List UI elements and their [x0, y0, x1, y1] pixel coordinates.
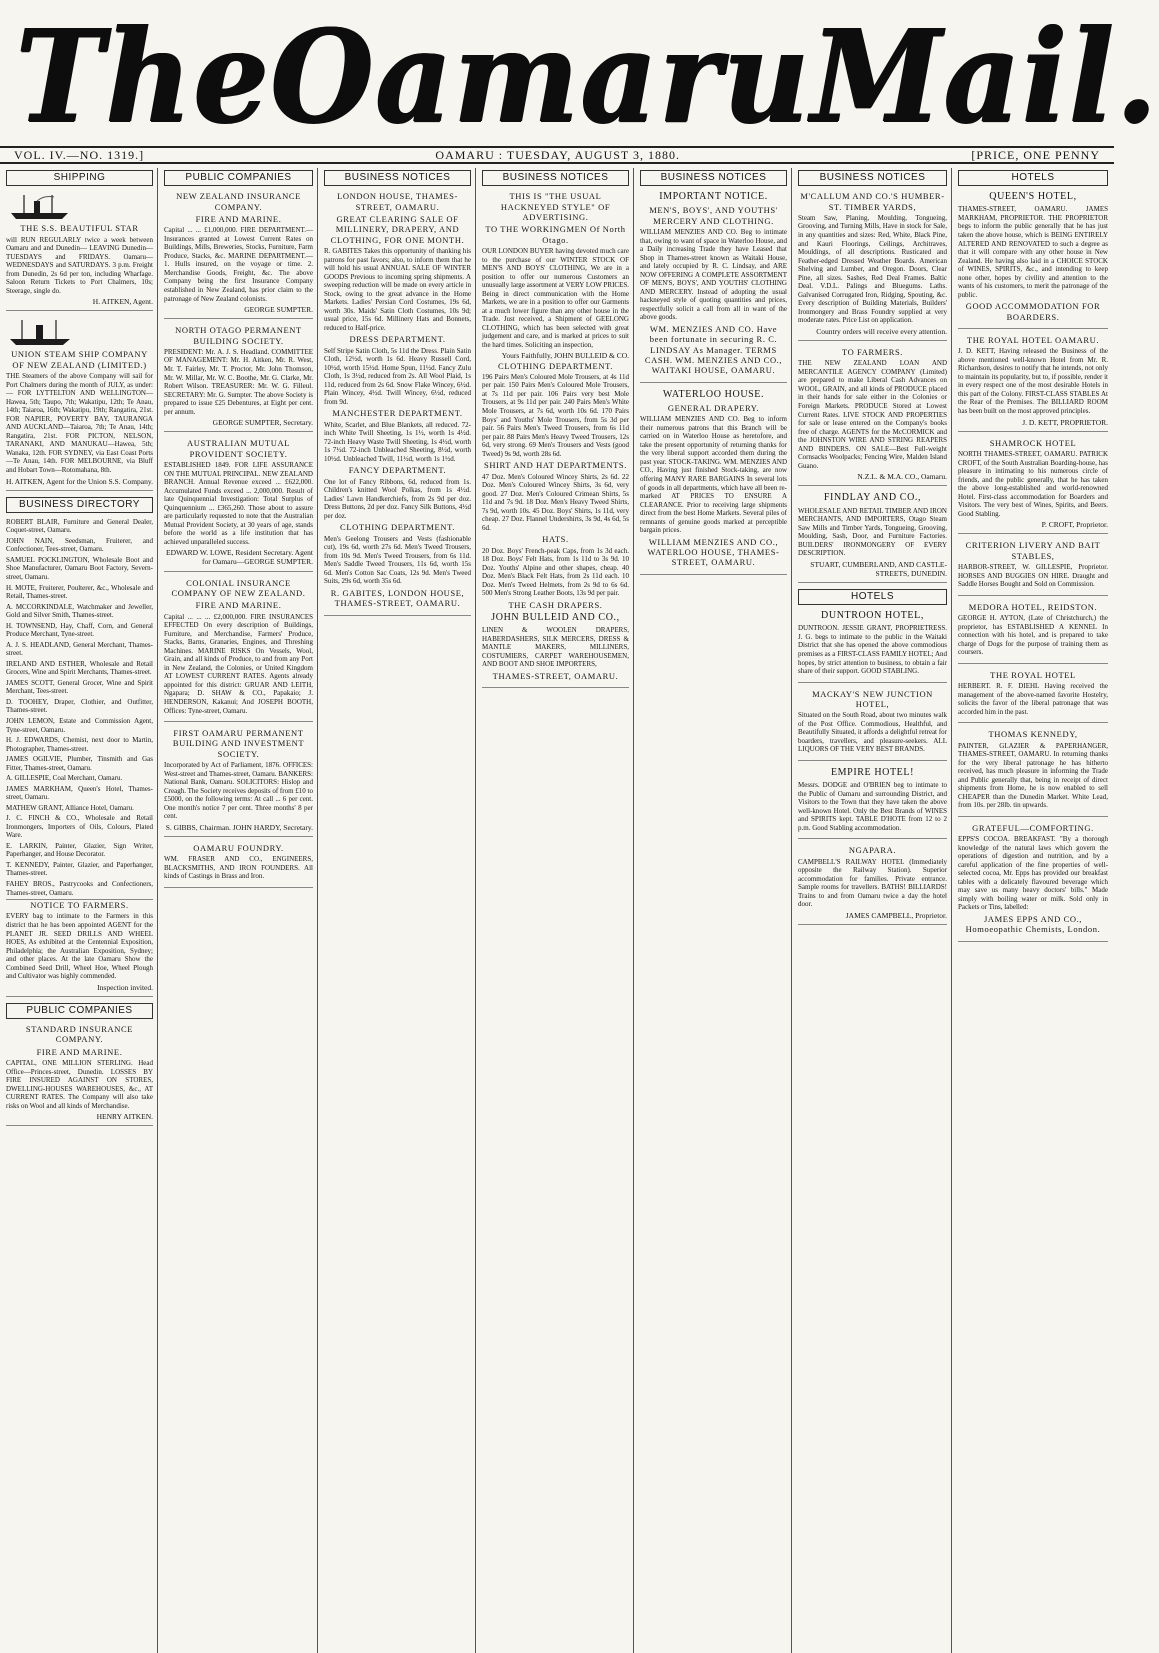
ad-body: Messrs. DODGE and O'BRIEN beg to intimate to the Public of Oamaru and surrounding District, and Visitors to the Town that they have taken the above well-known Hotel. Only the Best Brands of WINES and SPIRITS kept. TABLE D'HOTE from 12 to 2 p.m. Good Stabling accommodation. [798, 781, 947, 832]
ad-signature: P. CROFT, Proprietor. [1041, 520, 1108, 530]
ad-body: R. GABITES Takes this opportunity of thanking his patrons for past favors; also, to inform them that he will hold his usual ANNUAL SALE OF WINTER GOODS Previous to incoming spring shipments. A sweeping reduction will be made on every article in Stock, owing to the great advance in the Home Markets. Ladies' Persian Cord Costumes, 19s 6d, worth 30s. Maids' Satin Cloth Costumes, 10s 9d; usual price, 15s 6d. Millinery Hats and Bonnets, reduced to Half-price. [324, 246, 471, 332]
ad-heading: SHAMROCK HOTEL [989, 437, 1077, 448]
department-body: White, Scarlet, and Blue Blankets, all reduced. 72-inch White Twill Sheeting, 1s 1½, worth 1s 4½d. 72-inch Heavy Waste Twill Sheeting, 1s 4½d, worth 1s 7½d. 72-inch Unbleached Sheeting, 8½d, worth 10½d. Unbleached Twill, 11½d, worth 1s 1½d. [324, 420, 471, 463]
ad-signature: GEORGE SUMPTER, Secretary. [212, 418, 313, 428]
ad-heading: THIS IS "THE USUAL HACKNEYED STYLE" OF ADVERTISING. [500, 191, 611, 222]
department-body: 20 Doz. Boys' French-peak Caps, from 1s 3d each. 18 Doz. Boys' Felt Hats, from 1s 11d to 3s 9d. 10 Doz. Youths' Alpine and other shapes, cheap. 40 Doz. Men's Black Felt Hats, from 2s 11d each. 10 Doz. Men's Tweed Helmets, from 2s 9d to 6s 6d. 500 Men's Strong Leather Boots, 13s 9d per pair. [482, 546, 629, 598]
column-3 [324, 168, 476, 1653]
ad-shamrock-hotel [958, 438, 1108, 535]
ad-subheading: FIRE AND MARINE. [36, 1046, 123, 1057]
ad-body: HERBERT. R. F. DIEHL Having received the management of the above-named favorite Hostelry, solicits the favor of the liberal patronage that was accorded him in the past. [958, 682, 1108, 716]
ad-to-farmers [798, 347, 947, 486]
price: [PRICE, ONE PENNY [971, 147, 1100, 162]
ad-heading: JOHN BULLEID AND CO., [491, 612, 620, 624]
list-item: A. MCCORKINDALE, Watchmaker and Jeweller, Gold and Silver Smith, Thames-street. [6, 602, 153, 620]
ad-body: WHOLESALE AND RETAIL TIMBER AND IRON MERCHANTS, AND IMPORTERS, Otago Steam Saw Mills and Timber Yards, Tongueing, Grooving, Moulding, Sash, Door, and Furniture Factories. BUILDERS' IRONMONGERY OF EVERY DESCRIPTION. [798, 506, 947, 558]
ad-heading: THE CASH DRAPERS. [508, 599, 603, 610]
ad-body: WM. FRASER AND CO., ENGINEERS, BLACKSMITHS, AND IRON FOUNDERS. All kinds of Castings in Brass and Iron. [164, 855, 313, 881]
ad-criterion-stables [958, 540, 1108, 595]
ad-subheading: FIRE AND MARINE. [195, 600, 282, 611]
ad-body: PRESIDENT: Mr. A. J. S. Headland. COMMITTEE OF MANAGEMENT: Mr. H. Aitken, Mr. R. West, Mr. T. Fairley, Mr. T. Proctor, Mr. John Thomson, Mr. W. Millar, Mr. W. C. Boothe, Mr. G. Clarke, Mr. Robert Wilson. TREASURER: Mr. W. G. Filleul. SECRETARY: Mr. G. Sumpter. The above Society is prepared to issue £25 Debentures, at Eight per cent. per annum. [164, 347, 313, 416]
ad-body: THE NEW ZEALAND LOAN AND MERCANTILE AGENCY COMPANY (Limited) are prepared to make Liberal Cash Advances on WOOL, GRAIN, and all kinds of PRODUCE placed in their hands for sale either in the Colonies or Foreign Markets. PRODUCE Stored at Lowest Current Rates. LIVE STOCK AND PROPERTIES for sale or lease entered on the Company's books free of charge. AGENTS for the McCORMICK and the JOHNSTON WIRE AND STRING REAPERS AND BINDERS. ON SALE—Best Full-weight Cornsacks Woolpacks; Fencing Wire, Malden Island Guano. [798, 359, 947, 470]
ad-heading: MACKAY'S NEW JUNCTION HOTEL, [812, 688, 933, 709]
column-2 [164, 168, 318, 1653]
ad-subheading: FIRE AND MARINE. [195, 213, 282, 224]
ad-body: ESTABLISHED 1849. FOR LIFE ASSURANCE ON THE MUTUAL PRINCIPAL. NEW ZEALAND BRANCH. Annual Revenue exceed ... £622,000. Accumulated Funds exceed ... 2,000,000. Result of late Quinquennial Investigation: Total Surplus of Quinquennium ... £365,260. Those about to assure are particularly requested to note that the Australian Mutual Provident Society, at 30 years of age, stands before the world as a life institution that has achieved unparalleled success. [164, 461, 313, 546]
section-title-business-notices: BUSINESS NOTICES [482, 170, 629, 186]
ad-heading: NORTH OTAGO PERMANENT BUILDING SOCIETY. [175, 325, 302, 346]
ad-body: THE Steamers of the above Company will sail for Port Chalmers during the month of JULY, as under:— FOR LYTTELTON AND WELLINGTON—Hawea, 5th; Taupo, 7th; Wakatipu, 12th; Te Anau, 14th; Taiaroa, 16th; Wakatipu, 19th; Rangatira, 21st. FOR NAPIER, POVERTY BAY, TAURANGA AND AUCKLAND—Taiaroa, 7th; Te Anau, 14th; Rangatira, 21st. FOR PICTON, NELSON, TARANAKI, AND MANUKAU—Hawea, 5th; Wanaka, 12th. FOR SYDNEY, via East Coast Ports—Te Anau, 14th. FOR MELBOURNE, via Bluff and Hobart Town—Rotomahana, 8th. [6, 372, 153, 474]
ad-london-house [324, 191, 471, 615]
section-title-business-notices: BUSINESS NOTICES [798, 170, 947, 186]
department-body: 47 Doz. Men's Coloured Wincey Shirts, 2s 6d. 22 Doz. Men's Coloured Wincey Shirts, 3s 6d, very good. 27 Doz. Men's Coloured Crimean Shirts, 5s 11d and 7s 9d. 18 Doz. Men's Heavy Tweed Shirts, 7s 9d, worth 10s. 45 Doz. Boys' Shirts, 1s 11d, very cheap. 27 Doz. Flannel Undershirts, 3s 9d, 4s 6d, 5s 6d. [482, 472, 629, 532]
ad-findlay [798, 492, 947, 583]
ad-empire-hotel [798, 767, 947, 839]
list-item: JAMES OGILVIE, Plumber, Tinsmith and Gas Fitter, Thames-street, Oamaru. [6, 755, 153, 772]
steamship-icon [6, 317, 76, 347]
ad-heading: THE ROYAL HOTEL [990, 669, 1076, 680]
list-item: ROBERT BLAIR, Furniture and General Dealer, Coquet-street, Oamaru. [6, 517, 153, 535]
ad-body: Steam Saw, Planing, Moulding, Tongueing, Grooving, and Turning Mills, Have in stock for Sale, in any quantities and sizes: Red, White, Black Pine, and Kauri Floorings, Ceilings, Architraves, Mouldings, of all descriptions. Rusticated and Feather-edged Dressed Weather Boards. American Shelving and Lumber, and Oregon. Doors, Clear Pine, all sizes. Sashes, Red Deal Frames. Baltic Deal. V.D.L. Palings and Bluegums. Laths. Galvanised Corrugated Iron, Ridging, Spouting, &c. Every description of Building Materials, Builders' Ironmongery and Brass Foundry supplied at very moderate rates. Price List on application. [798, 213, 947, 325]
column-5 [640, 168, 792, 1653]
ad-heading: QUEEN'S HOTEL, [989, 191, 1077, 203]
section-title-hotels: HOTELS [958, 170, 1108, 186]
ad-important-notice [640, 191, 787, 383]
ad-heading: EMPIRE HOTEL! [830, 766, 915, 778]
ad-signature: WM. MENZIES AND CO. Have been fortunate in securing R. C. LINDSAY As Manager. TERMS CASH. WM. MENZIES AND CO., WAITAKI HOUSE, OAMARU. [644, 323, 783, 376]
department-heading: CLOTHING DEPARTMENT. [340, 522, 455, 533]
department-heading: FANCY DEPARTMENT. [348, 465, 447, 476]
list-item: JOHN NAIN, Seedsman, Fruiterer, and Confectioner, Tees-street, Oamaru. [6, 536, 153, 554]
ad-signature: HENRY AITKEN. [96, 1112, 153, 1122]
department-body: Men's Geelong Trousers and Vests (fashionable cut), 19s 6d, worth 27s 6d. Men's Tweed Trousers, from 10s 9d. Men's Tweed Trousers, from 6s 11d. Men's Saddle Tweed Trousers, 11s 6d, worth 15s 6d. Men's Cotton Sac Coats, 12s 9d. Men's Tweed Suits, 29s 6d, worth 35s 6d. [324, 534, 471, 586]
ad-colonial-insurance [164, 578, 313, 722]
ad-heading: NGAPARA. [848, 845, 897, 856]
ad-amp-society [164, 438, 313, 571]
ad-signature: THAMES-STREET, OAMARU. [492, 671, 619, 681]
ad-signature: H. AITKEN, Agent for the Union S.S. Company. [6, 476, 154, 486]
ad-heading: THE ROYAL HOTEL OAMARU. [966, 334, 1100, 345]
list-item: A. J. S. HEADLAND, General Merchant, Thames-street. [6, 640, 153, 658]
ad-union-steam-ship [6, 317, 153, 490]
ad-duntroon-hotel [798, 610, 947, 682]
ad-body: LINEN & WOOLEN DRAPERS, HABERDASHERS, SILK MERCERS, DRESS & MANTLE MAKERS, MILLINERS, COSTUMIERS, CARPET WAREHOUSEMEN, AND BOOT AND SHOE IMPORTERS, [482, 626, 629, 669]
section-title-shipping: SHIPPING [6, 170, 153, 186]
ad-heading: THE S.S. BEAUTIFUL STAR [20, 223, 139, 234]
ad-body: CAMPBELL'S RAILWAY HOTEL (Immediately opposite the Railway Station). Superior accommodation for families. Private entrance. Sample rooms for travellers. BATHS! BILLIARDS! Trains to and from Oamaru twice a day the hotel door. [798, 857, 947, 909]
ad-body: Incorporated by Act of Parliament, 1876. OFFICES: West-street and Thames-street, Oamaru. BANKERS: National Bank, Oamaru. SOLICITORS: Hislop and Creagh. The Society receives deposits of from £10 to £5000, on the following terms: At call ... 6 per cent. One month's notice 7 per cent. Three months' 8 per cent. [164, 761, 313, 821]
ad-signature: Country orders will receive every attention. [816, 326, 947, 336]
ad-body: J. D. KETT, Having released the Business of the above mentioned well-known Hotel from Mr. R. Richardson, desires to notify that he intends, not only to maintain its popularity, but to, if possible, render it in every respect one of the most desirable Hotels in this part of the Colony. FIRST-CLASS STABLES At the Rear of the Premises. The BILLIARD ROOM has been built on the most approved principles. [958, 347, 1108, 416]
ad-medora-hotel [958, 602, 1108, 664]
ad-heading: WATERLOO HOUSE. [662, 388, 765, 400]
ad-body: DUNTROON. JESSIE GRANT, PROPRIETRESS. J. G. begs to intimate to the public in the Waitaki District that she has opened the above commodious premises as a FIRST-CLASS FAMILY HOTEL; And hopes, by strict attention to business, to obtain a fair share of their support. GOOD STABLING. [798, 624, 947, 676]
section-title-public-companies: PUBLIC COMPANIES [164, 170, 313, 186]
ad-body: GEORGE H. AYTON, (Late of Christchurch,) the proprietor, has ESTABLISHED A KENNEL In connection with his hotel, and is prepared to take charge of Dogs for the purpose of training them as coursers. [958, 614, 1108, 657]
ad-heading: FIRST OAMARU PERMANENT BUILDING AND INVESTMENT SOCIETY. [172, 728, 305, 759]
ad-heading: DUNTROON HOTEL, [821, 610, 924, 622]
column-1 [6, 168, 158, 1653]
ad-subheading: GENERAL DRAPERY. [667, 402, 760, 413]
ad-signature: EDWARD W. LOWE, Resident Secretary. Agent for Oamaru—GEORGE SUMPTER. [166, 548, 313, 567]
ad-heading: GRATEFUL—COMFORTING. [972, 822, 1094, 833]
list-item: D. TOOHEY, Draper, Clothier, and Outfitter, Thames-street. [6, 697, 153, 715]
ad-signature: J. D. KETT, PROPRIETOR. [1022, 417, 1108, 427]
ad-signature: GEORGE SUMPTER. [244, 305, 313, 315]
ad-heading: IMPORTANT NOTICE. [659, 191, 768, 203]
ad-signature: Yours Faithfully, JOHN BULLEID & CO. [501, 351, 629, 361]
ad-north-otago-building [164, 325, 313, 432]
column-4 [482, 168, 634, 1653]
ad-signature: R. GABITES, LONDON HOUSE, THAMES-STREET, OAMARU. [330, 587, 465, 609]
ad-epps-cocoa [958, 823, 1108, 942]
list-item: IRELAND AND ESTHER, Wholesale and Retail Grocers, Wine and Spirit Merchants, Thames-street. [6, 659, 153, 677]
ad-heading: NEW ZEALAND INSURANCE COMPANY. [176, 191, 301, 212]
section-title-hotels: HOTELS [798, 589, 947, 605]
ad-oamaru-foundry [164, 843, 313, 888]
ad-body: WILLIAM MENZIES AND CO. Beg to inform their numerous patrons that this Branch will be carried on in Waterloo House as heretofore, and take the present opportunity of returning thanks for the very liberal support accorded them during the past year. STOCK-TAKING. WM. MENZIES AND CO., Having just finished Stock-taking, are now offering MANY RARE BARGAINS In several lots of goods in all departments, which have all been re-marked AT PRICES TO ENSURE A CLEARANCE. Prior to receiving large shipments direct from the best Home Markets. Several piles of remnants of genuine goods marked at perceptible bargain prices. [640, 415, 787, 535]
issue-date: OAMARU : TUESDAY, AUGUST 3, 1880. [435, 147, 681, 162]
ad-signature: JAMES CAMPBELL, Proprietor. [845, 910, 947, 920]
department-heading: MANCHESTER DEPARTMENT. [332, 408, 463, 419]
ad-body: Situated on the South Road, about two minutes walk of the Post Office. Commodious, Healthful, and Beautifully Situated, it affords a delightful retreat for boarders, travellers, and pleasure-seekers. ALL LIQUORS OF THE VERY BEST BRANDS. [798, 711, 947, 754]
ad-mccallum-timber [798, 191, 947, 341]
list-item: JAMES MARKHAM, Queen's Hotel, Thames-street, Oamaru. [6, 784, 153, 802]
department-heading: CLOTHING DEPARTMENT. [498, 360, 613, 371]
ad-heading: THOMAS KENNEDY, [988, 729, 1078, 740]
dateline [0, 146, 1114, 164]
ad-body: OUR LONDON BUYER having devoted much care to the purchase of our WINTER STOCK OF MEN'S AND BOYS' CLOTHING, We are in a position to offer our numerous Customers an unusually large assortment at VERY LOW PRICES. Being in direct communication with the Home Markets, we are in a position to offer our Garments at a much lower figure than any other house in the Trade. Just received, a Shipment of GEELONG CLOTHING, which has been selected with great judgement and care, and is marked at prices to suit the hard times. Soliciting an inspection, [482, 246, 629, 349]
column-7 [958, 168, 1112, 1653]
ad-body: CAPITAL, ONE MILLION STERLING. Head Office—Princes-street, Dunedin. LOSSES BY FIRE INSURED AGAINST ON STORES, DWELLING-HOUSES WAREHOUSES, &c., AT CURRENT RATES. The Company will also take risks on Wool and all kinds of Merchandise. [6, 1059, 153, 1110]
ad-subheading: MEN'S, BOYS', AND YOUTHS' MERCERY AND CLOTHING. [649, 205, 778, 226]
ad-thomas-kennedy [958, 729, 1108, 817]
columns [0, 168, 1114, 1653]
department-body: One lot of Fancy Ribbons, 6d, reduced from 1s. Children's knitted Wool Polkas, from 1s 4½d. Ladies' Lawn Handkerchiefs, from 2s 9d per doz. Dress Buttons, 2d per doz. Fancy Silk Buttons, 4½d per doz. [324, 477, 471, 520]
list-item: JOHN LEMON, Estate and Commission Agent, Tyne-street, Oamaru. [6, 716, 153, 734]
ad-first-oamaru-building [164, 728, 313, 837]
list-item: H. MOTE, Fruiterer, Poulterer, &c., Wholesale and Retail, Thames-street. [6, 583, 153, 601]
ad-nz-insurance [164, 191, 313, 319]
section-title-business-notices: BUSINESS NOTICES [640, 170, 787, 186]
ad-body: Capital ... ... ... £2,000,000. FIRE INSURANCES EFFECTED On every description of Buildings, Furniture, and Merchandise, Farmers' Produce, Stacks, Barns, Granaries, Engines, and Threshing Machines. MARINE RISKS On Vessels, Wool, Grain, and all kinds of Produce, to and from any Port in New Zealand, the Colonies, or United Kingdom AT LOWEST CURRENT RATES. Agents already appointed for this district: GRUAR AND LEITH, Ngapara; D. SHAW & CO., Papakaio; J. HENDERSON, Kakanui; And JOSEPH BOOTH, Offices: Tyne-street, Oamaru. [164, 612, 313, 715]
ad-heading: UNION STEAM SHIP COMPANY OF NEW ZEALAND (LIMITED.) [11, 349, 148, 370]
ad-ngapara [798, 845, 947, 925]
section-title-public-companies: PUBLIC COMPANIES [6, 1003, 153, 1019]
masthead-word-oamaru: Oamaru [270, 1, 812, 152]
ad-beautiful-star [6, 191, 153, 311]
volume-number: VOL. IV.—NO. 1319.] [14, 147, 145, 162]
masthead-word-the: The [16, 1, 271, 152]
section-title-business-notices: BUSINESS NOTICES [324, 170, 471, 186]
department-heading: SHIRT AND HAT DEPARTMENTS. [484, 460, 627, 471]
list-item: MATHEW GRANT, Alliance Hotel, Oamaru. [6, 803, 134, 812]
ad-heading: AUSTRALIAN MUTUAL PROVIDENT SOCIETY. [187, 438, 290, 459]
section-title-business-directory: BUSINESS DIRECTORY [6, 497, 153, 513]
list-item: JAMES SCOTT, General Grocer, Wine and Spirit Merchant, Tees-street. [6, 678, 153, 696]
department-body: Self Stripe Satin Cloth, 5s 11d the Dress. Plain Satin Cloth, 12½d, worth 1s 6d. Heavy Russell Cord, 10½d, worth 15½d. Home Spun, 11½d. Fancy Zulu Cloth, 1s 3½d, reduced from 2s. All Wool Plaid, 1s 11d, reduced from 2s 6d. Snow Flake Wincey, 6½d. Plain Wincey, 4½d. Twill Wincey, 6½d, reduced from 9d. [324, 346, 471, 406]
ad-body: NORTH THAMES-STREET, OAMARU. PATRICK CROFT, of the South Australian Boarding-house, has pleasure in intimating to his numerous circle of friends, and the public generally, that he has taken the above long-established and world-renowned Hotel. First-class accommodation for Boarders and Visitors. The very best of Wines, Spirits, and Beers. Good Stabling. [958, 450, 1108, 518]
ad-heading: TO FARMERS. [841, 346, 904, 357]
ad-heading: CRITERION LIVERY AND BAIT STABLES, [965, 540, 1101, 561]
ad-heading: LONDON HOUSE, THAMES-STREET, OAMARU. [337, 191, 458, 212]
list-item: FAHEY BROS., Pastrycooks and Confectioners, Thames-street, Oamaru. [6, 880, 153, 897]
list-item: J. C. FINCH & CO., Wholesale and Retail Ironmongers, Importers of Oils, Colours, Plated Ware. [6, 814, 153, 840]
department-heading: DRESS DEPARTMENT. [349, 334, 446, 345]
ad-heading: STANDARD INSURANCE COMPANY. [25, 1024, 134, 1045]
ad-signature: Inspection invited. [97, 982, 153, 992]
ad-signature: JAMES EPPS AND CO., Homoeopathic Chemists, London. [965, 914, 1101, 935]
ad-heading: M'CALLUM AND CO.'S HUMBER-ST. TIMBER YARDS, [800, 191, 945, 212]
ad-royal-hotel-oamaru [958, 335, 1108, 432]
business-directory-list [6, 518, 153, 900]
list-item: SAMUEL POCKLINGTON, Wholesale Boot and Shoe Manufacturer, Oamaru Boot Factory, Severn-street, Oamaru. [6, 555, 153, 582]
list-item: A. GILLESPIE, Coal Merchant, Oamaru. [6, 774, 123, 783]
list-item: T. KENNEDY, Painter, Glazier, and Paperhanger, Thames-street. [6, 860, 153, 878]
department-heading: HATS. [542, 534, 569, 545]
ad-body: will RUN REGULARLY twice a week between Oamaru and and Dunedin— LEAVING Dunedin—TUESDAYS and FRIDAYS. Oamaru—WEDNESDAYS and SATURDAYS. 3 p.m. Freight from Dunedin, 2s 6d per ton, including Wharfage. Saloon Return Tickets to Port Chalmers, 10s; Steerage, single do. [6, 235, 153, 295]
ad-signature: STUART, CUMBERLAND, AND CASTLE-STREETS, DUNEDIN. [810, 559, 947, 578]
list-item: H. TOWNSEND, Hay, Chaff, Corn, and General Produce Merchant, Tyne-street. [6, 621, 153, 639]
column-6 [798, 168, 952, 1653]
steamship-icon [6, 191, 76, 221]
ad-signature: WILLIAM MENZIES AND CO., WATERLOO HOUSE, THAMES-STREET, OAMARU. [647, 536, 780, 568]
ad-heading: COLONIAL INSURANCE COMPANY OF NEW ZEALAND. [171, 577, 306, 598]
ad-signature: GOOD ACCOMMODATION FOR BOARDERS. [965, 301, 1101, 322]
list-item: E. LARKIN, Painter, Glazier, Sign Writer, Paperhanger, and House Decorator. [6, 841, 153, 859]
list-item: H. J. EDWARDS, Chemist, next door to Martin, Photographer, Thames-street. [6, 736, 153, 753]
ad-mackays-hotel [798, 689, 947, 761]
masthead-word-mail: Mail. [811, 1, 1159, 152]
ad-body: EVERY bag to intimate to the Farmers in this district that he has been appointed AGENT for the PLANET JR. SEED DRILLS AND WHEEL HOES, As exhibited at the Centennial Exposition, Philadelphia; the Australian Exposition, Sydney; and other places. At the late Oamaru Show the Combined Seed Drill, Wheel Hoe, Wheel Plough and Cultivator was highly commended. [6, 912, 153, 981]
ad-signature: S. GIBBS, Chairman. JOHN HARDY, Secretary. [165, 822, 313, 832]
ad-heading: NOTICE TO FARMERS. [30, 900, 129, 911]
ad-queens-hotel [958, 191, 1108, 329]
ad-heading: OAMARU FOUNDRY. [193, 843, 284, 853]
ad-signature: N.Z.L. & M.A. CO., Oamaru. [857, 472, 947, 482]
ad-body: PAINTER, GLAZIER & PAPERHANGER, THAMES-STREET, OAMARU. In returning thanks for the very liberal patronage he has hitherto received, has much pleasure in informing the Trade and Public generally that, being in receipt of direct shipments from Home, he is now enabled to sell CHEAPER than the Dunedin Market. White Lead, from 10s. per 28lb. tin upwards. [958, 741, 1108, 810]
ad-john-bulleid [482, 191, 629, 688]
ad-body: HARBOR-STREET, W. GILLESPIE, Proprietor. HORSES AND BUGGIES ON HIRE. Draught and Saddle Horses Bought and Sold on Commission. [958, 563, 1108, 589]
masthead [0, 0, 1159, 152]
ad-body: THAMES-STREET, OAMARU. JAMES MARKHAM, PROPRIETOR. THE PROPRIETOR begs to inform the public generally that he has just taken the above house, which is BEING ENTIRELY ALTERED AND RENOVATED to such a degree as that it will compare with any other house in New Zealand. He having also laid in a CHOICE STOCK of WINES, SPIRITS, &c., and intending to keep none other, hopes by civility and attention to the wants of his customers, to merit the patronage of the public. [958, 205, 1108, 299]
ad-notice-to-farmers [6, 900, 153, 997]
ad-body: EPPS'S COCOA. BREAKFAST. "By a thorough knowledge of the natural laws which govern the operations of digestion and nutrition, and by a careful application of the fine properties of well-selected cocoa, Mr. Epps has provided our breakfast tables with a delicately flavoured beverage which may save us many heavy doctors' bills." Made simply with boiling water or milk. Sold only in Packets or Tins, labelled: [958, 835, 1108, 912]
ad-signature: H. AITKEN, Agent. [92, 297, 153, 307]
ad-subheading: GREAT CLEARING SALE OF MILLINERY, DRAPERY, AND CLOTHING, FOR ONE MONTH. [330, 213, 465, 245]
ad-standard-insurance [6, 1024, 153, 1126]
ad-body: WILLIAM MENZIES AND CO. Beg to intimate that, owing to want of space in Waterloo House, and a Daily increasing Trade they have Leased that Shop in Thames-street known as Waitaki House, and lately occupied by R. C. Lindsay, and ARE NOW OFFERING A COMPLETE ASSORTMENT OF MEN'S, BOYS', AND YOUTHS' CLOTHING AND MERCERY. Instead of adopting the usual hackneyed style of quoting quantities and prices, respectfully solicit a call from all in want of the above goods. [640, 228, 787, 322]
ad-subheading: TO THE WORKINGMEN Of North Otago. [485, 224, 626, 245]
ad-waterloo-house [640, 389, 787, 575]
ad-body: Capital ... ... £1,000,000. FIRE DEPARTMENT.—Insurances granted at Lowest Current Rates on Buildings, Mills, Breweries, Stocks, Furniture, Farm Produce, Stacks, &c. MARINE DEPARTMENT.—1. Hulls insured, on the voyage or time. 2. Merchandise Goods, Freight, &c. The above Company being the first Insurance Company established in New Zealand, has prior claim to the patronage of New Zealand colonists. [164, 226, 313, 303]
ad-heading: MEDORA HOTEL, REIDSTON. [968, 601, 1098, 612]
department-body: 196 Pairs Men's Coloured Mole Trousers, at 4s 11d per pair. 150 Pairs Men's Coloured Mole Trousers, at 7s 11d per pair. 106 Pairs very best Mole Trousers, at 9s 11d per pair. 240 Pairs Men's White Mole Trousers, at 7s 6d, worth 10s 6d. 170 Pairs Boys' and Youths' Mole Trousers, from 5s 3d per pair. 56 Pairs Men's Tweed Trousers, from 6s 11d per pair. 88 Pairs Men's Heavy Tweed Trousers, 12s 6d, very strong. 69 Men's Trousers and Vests (good Tweed) 9s 9d, worth 28s 6d. [482, 372, 629, 458]
ad-heading: FINDLAY AND CO., [823, 492, 922, 504]
ad-royal-hotel-herbert [958, 670, 1108, 723]
